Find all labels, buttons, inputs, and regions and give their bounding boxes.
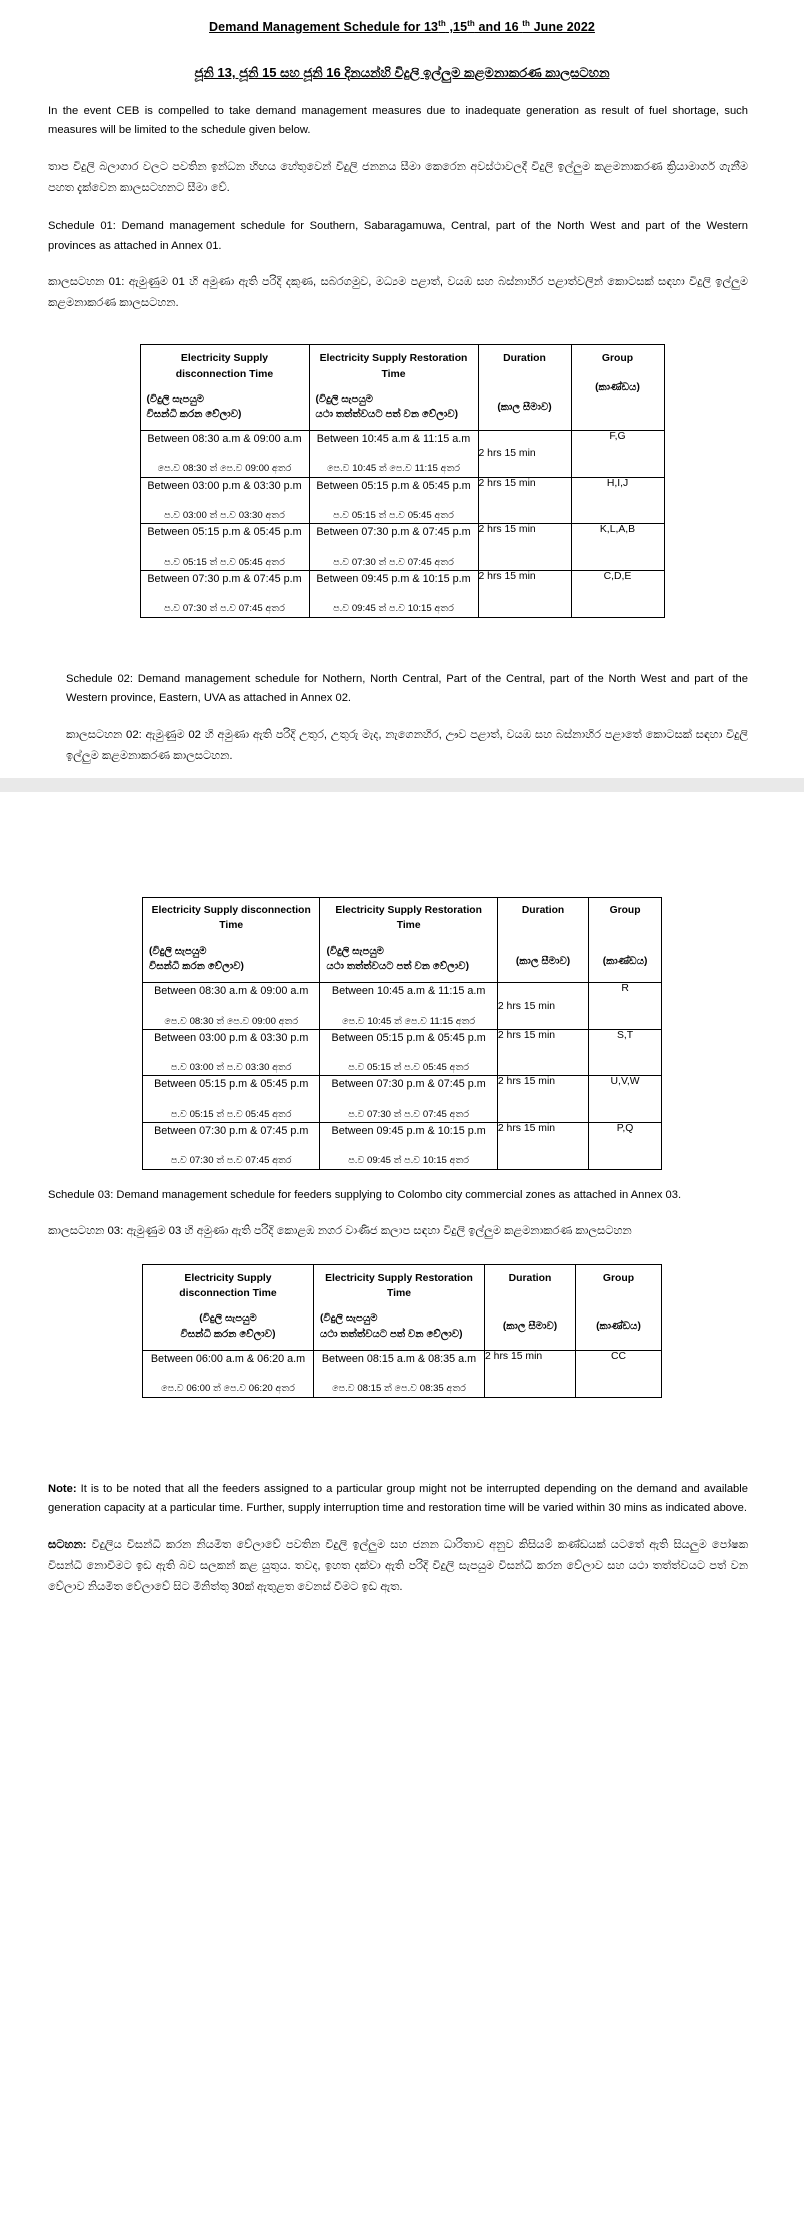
header-restoration-time-en: Electricity Supply Restoration Time [325,1273,473,1300]
header-restoration-time-si-line2: යථා තත්ත්වයට පත් වන වේලාව) [315,408,459,420]
table-header-row [143,897,662,982]
cell-restoration-time-si: ප.ව 05:15 ත් ප.ව 05:45 අතර [348,1062,470,1074]
cell-disconnection-time-en: Between 08:30 a.m & 09:00 a.m [154,985,309,998]
table-row [143,983,662,1030]
cell-restoration-time-en: Between 10:45 a.m & 11:15 a.m [316,433,471,446]
header-duration [485,1265,576,1351]
header-group-si: (කාණ්ඩය) [602,955,648,967]
page-subtitle-sinhala: ජූනි 13, ජූනි 15 සහ ජූනි 16 දිනයන්හි විදුලි ඉල්ලුම කළමනාකරණ කාලසටහන [194,64,610,80]
page-title-sup-16: th [522,19,531,28]
header-group-si: (කාණ්ඩය) [596,1321,641,1333]
schedule-02-table-head [143,897,662,982]
table-header-row [140,345,664,431]
cell-restoration-time [320,1029,497,1076]
schedule-02-table [142,897,662,1170]
cell-group: P,Q [589,1123,662,1170]
table-row [143,1076,662,1123]
header-duration-en: Duration [521,904,565,916]
table-row [140,477,664,524]
note-label-english: Note: [48,1482,77,1495]
schedule-02-heading-sinhala: කාලසටහන 02: ඇමුණුම 02 හි අමුණා ඇති පරිදි උතුර, උතුරු මැද, නැගෙනහිර, ඌව පළාත්, වයඹ සහ බස්නාහිර පළාතේ කොටසක් සඳහා විදුලි ඉල්ලුම කළමනාකරණ කාලසටහන. [66,728,748,762]
cell-restoration-time [309,570,478,617]
page-title-mid-1: ,15 [445,20,468,35]
schedule-03-table-body [143,1351,662,1398]
schedule-03-table [142,1264,662,1397]
schedule-01-table [140,344,665,617]
header-disconnection-time [143,1265,314,1351]
intro-paragraph-sinhala: තාප විදුලි බලාගාර වලට පවතින ඉන්ධන හිඟය හේතුවෙන් විදුලි ජනනය සීමා කෙරෙන අවස්ථාවලදී විදුලි ඉල්ලුම කළමනාකරණ ක්‍රියාමාර්ග ගැනීම පහත දැක්වෙන කාලසටහනට සීමා වේ. [48,160,748,194]
cell-restoration-time-en: Between 09:45 p.m & 10:15 p.m [331,1125,486,1138]
cell-restoration-time-si: ප.ව 07:30 ත් ප.ව 07:45 අතර [333,556,454,568]
cell-restoration-time [320,1123,497,1170]
schedule-01-table-body [140,431,664,617]
cell-restoration-time [309,477,478,524]
table-header-row [143,1265,662,1351]
note-label-sinhala: සටහන: [48,1538,87,1551]
page-title-sup-15: th [467,19,475,28]
header-disconnection-time-si-line1: (විදුලි සැපයුම [146,393,205,405]
cell-disconnection-time-si: ප.ව 03:00 ත් ප.ව 03:30 අතර [170,1062,292,1074]
schedule-01-heading-english: Schedule 01: Demand management schedule for Southern, Sabaragamuwa, Central, part of the North West and part of the Western provinces as attached in Annex 01. [48,220,748,252]
cell-disconnection-time [140,524,309,571]
header-disconnection-time-si-line1: (විදුලි සැපයුම [149,945,207,957]
header-restoration-time-si-line2: යථා තත්ත්වයට පත් වන වේලාව) [320,1328,463,1340]
schedule-02-table-body [143,983,662,1169]
header-restoration-time-en: Electricity Supply Restoration Time [319,353,468,380]
schedule-03-table-wrapper [48,1242,756,1397]
cell-restoration-time-si: ප.ව 07:30 ත් ප.ව 07:45 අතර [348,1108,470,1120]
cell-duration: 2 hrs 15 min [497,1123,588,1170]
cell-group: C,D,E [571,570,664,617]
cell-disconnection-time-si: ප.ව 05:15 ත් ප.ව 05:45 අතර [170,1108,292,1120]
header-group-si: (කාණ්ඩය) [595,381,640,393]
page-title-suffix: June 2022 [530,20,595,35]
cell-restoration-time-si: පෙ.ව 10:45 ත් පෙ.ව 11:15 අතර [326,463,461,475]
cell-disconnection-time-en: Between 07:30 p.m & 07:45 p.m [147,572,302,585]
header-group [571,345,664,431]
header-disconnection-time-en: Electricity Supply disconnection Time [151,904,311,931]
cell-disconnection-time-si: පෙ.ව 08:30 ත් පෙ.ව 09:00 අතර [157,463,292,475]
note-text-english: It is to be noted that all the feeders assigned to a particular group might not be interrupted depending on the demand and available generation capacity at a particular time. Further, supply interruption time and restoration time will be varied within 30 mins as indicated above. [48,1482,748,1515]
header-disconnection-time-si-line2: විසන්ධි කරන වේලාව) [180,1328,276,1340]
cell-restoration-time-en: Between 07:30 p.m & 07:45 p.m [331,1078,486,1091]
cell-duration: 2 hrs 15 min [497,1076,588,1123]
schedule-01-heading-sinhala: කාලසටහන 01: ඇමුණුම 01 හි අමුණා ඇති පරිදි දකුණ, සබරගමුව, මධ්‍යම පළාත්, වයඹ සහ බස්නාහිර පළාත්වලින් කොටසක් සඳහා විදුලි ඉල්ලුම කළමනාකරණ කාලසටහන. [48,276,748,310]
cell-group: U,V,W [589,1076,662,1123]
header-duration-si: (කාල සීමාව) [515,955,571,967]
header-group [589,897,662,982]
header-restoration-time [314,1265,485,1351]
table-row [140,570,664,617]
header-duration-si: (කාල සීමාව) [497,401,552,413]
note-paragraph-sinhala [48,1535,756,1598]
schedule-03-heading-sinhala: කාලසටහන 03: ඇමුණුම 03 හි අමුණා ඇති පරිදි කොළඹ නගර වාණිජ කලාප සඳහා විදුලි ඉල්ලුම කළමනාකරණ කාලසටහන [48,1225,632,1238]
cell-group: S,T [589,1029,662,1076]
table-row [143,1123,662,1170]
schedule-02-table-wrapper [48,875,756,1170]
header-disconnection-time-si-line1: (විදුලි සැපයුම [199,1313,257,1325]
cell-disconnection-time [140,570,309,617]
cell-group: CC [576,1351,662,1398]
cell-restoration-time [314,1351,485,1398]
header-restoration-time-si-line1: (විදුලි සැපයුම [315,393,374,405]
cell-restoration-time-en: Between 10:45 a.m & 11:15 a.m [331,985,486,998]
header-disconnection-time-en: Electricity Supply disconnection Time [179,1273,277,1300]
header-group [576,1265,662,1351]
header-restoration-time-en: Electricity Supply Restoration Time [335,904,482,931]
cell-restoration-time-si: ප.ව 09:45 ත් ප.ව 10:15 අතර [348,1155,470,1167]
cell-disconnection-time [140,431,309,478]
header-duration [478,345,571,431]
cell-restoration-time [309,524,478,571]
cell-disconnection-time [140,477,309,524]
cell-restoration-time-si: ප.ව 05:15 ත් ප.ව 05:45 අතර [333,509,454,521]
cell-restoration-time [309,431,478,478]
header-restoration-time [309,345,478,431]
cell-group: K,L,A,B [571,524,664,571]
cell-duration: 2 hrs 15 min [478,431,571,478]
header-disconnection-time-si-line2: විසන්ධි කරන වේලාව) [146,408,242,420]
cell-duration: 2 hrs 15 min [485,1351,576,1398]
header-duration-en: Duration [508,1273,552,1285]
header-restoration-time-si-line1: (විදුලි සැපයුම [320,1313,378,1325]
cell-duration: 2 hrs 15 min [497,1029,588,1076]
cell-duration: 2 hrs 15 min [478,477,571,524]
header-duration-en: Duration [503,353,546,365]
cell-restoration-time-en: Between 08:15 a.m & 08:35 a.m [321,1353,477,1366]
cell-disconnection-time-si: පෙ.ව 06:00 ත් පෙ.ව 06:20 අතර [161,1383,295,1395]
header-restoration-time [320,897,497,982]
header-disconnection-time-en: Electricity Supply disconnection Time [175,353,274,380]
cell-restoration-time-si: ප.ව 09:45 ත් ප.ව 10:15 අතර [333,603,454,615]
cell-group: H,I,J [571,477,664,524]
cell-disconnection-time-en: Between 05:15 p.m & 05:45 p.m [154,1078,309,1091]
cell-restoration-time-si: පෙ.ව 08:15 ත් පෙ.ව 08:35 අතර [332,1383,466,1395]
intro-paragraph-english: In the event CEB is compelled to take demand management measures due to inadequate generation as result of fuel shortage, such measures will be limited to the schedule given below. [48,104,748,137]
page-title-sup-13: th [438,19,446,28]
cell-restoration-time-en: Between 09:45 p.m & 10:15 p.m [316,572,471,585]
table-row [143,1029,662,1076]
header-duration-si: (කාල සීමාව) [502,1321,558,1333]
table-row [140,524,664,571]
cell-disconnection-time-en: Between 06:00 a.m & 06:20 a.m [150,1353,306,1366]
table-row [140,431,664,478]
cell-disconnection-time-si: ප.ව 07:30 ත් ප.ව 07:45 අතර [164,603,285,615]
cell-duration: 2 hrs 15 min [497,983,588,1030]
table-row [143,1351,662,1398]
cell-group: R [589,983,662,1030]
cell-disconnection-time [143,983,320,1030]
cell-disconnection-time-en: Between 03:00 p.m & 03:30 p.m [147,479,302,492]
cell-restoration-time-en: Between 05:15 p.m & 05:45 p.m [331,1031,486,1044]
header-group-en: Group [609,904,641,916]
schedule-01-table-wrapper [48,314,756,617]
cell-disconnection-time-en: Between 08:30 a.m & 09:00 a.m [147,433,302,446]
schedule-03-heading-english: Schedule 03: Demand management schedule for feeders supplying to Colombo city commercial zones as attached in Annex 03. [48,1188,682,1201]
cell-disconnection-time-en: Between 07:30 p.m & 07:45 p.m [154,1125,309,1138]
header-group-en: Group [601,353,634,365]
cell-restoration-time [320,983,497,1030]
cell-restoration-time [320,1076,497,1123]
cell-disconnection-time [143,1351,314,1398]
cell-disconnection-time-si: ප.ව 03:00 ත් ප.ව 03:30 අතර [164,509,285,521]
cell-restoration-time-en: Between 07:30 p.m & 07:45 p.m [316,526,471,539]
schedule-03-table-head [143,1265,662,1351]
cell-disconnection-time [143,1123,320,1170]
header-disconnection-time-si-line2: විසන්ධි කරන වේලාව) [149,961,244,973]
cell-group: F,G [571,431,664,478]
header-restoration-time-si-line1: (විදුලි සැපයුම [326,945,384,957]
cell-disconnection-time-si: ප.ව 05:15 ත් ප.ව 05:45 අතර [164,556,285,568]
cell-disconnection-time-si: ප.ව 07:30 ත් ප.ව 07:45 අතර [170,1155,292,1167]
cell-duration: 2 hrs 15 min [478,524,571,571]
page-title [48,0,756,37]
cell-disconnection-time-en: Between 03:00 p.m & 03:30 p.m [154,1031,309,1044]
header-group-en: Group [602,1273,635,1285]
cell-disconnection-time-si: පෙ.ව 08:30 ත් පෙ.ව 09:00 අතර [164,1015,299,1027]
cell-restoration-time-en: Between 05:15 p.m & 05:45 p.m [316,479,471,492]
cell-restoration-time-si: පෙ.ව 10:45 ත් පෙ.ව 11:15 අතර [342,1015,476,1027]
schedule-02-heading-english: Schedule 02: Demand management schedule for Nothern, North Central, Part of the Central, part of the North West and part of the Western province, Eastern, UVA as attached in Annex 02. [66,672,748,705]
schedule-01-table-head [140,345,664,431]
cell-duration: 2 hrs 15 min [478,570,571,617]
page-title-mid-2: and 16 [474,20,523,35]
cell-disconnection-time [143,1076,320,1123]
header-restoration-time-si-line2: යථා තත්ත්වයට පත් වන වේලාව) [326,961,469,973]
note-paragraph-english [48,1480,756,1519]
header-disconnection-time [143,897,320,982]
cell-disconnection-time [143,1029,320,1076]
note-text-sinhala: විදුලිය විසන්ධි කරන නියමිත වේලාවේ පවතින විදුලි ඉල්ලුම සහ ජනන ධාරිතාව අනුව කිසියම් කණ්ඩයක් යටතේ ඇති සියලුම පෝෂක විසන්ධි නොවීමට ඉඩ ඇති බව සලකන් කළ යුතුය. තවද, ඉහත දක්වා ඇති පරිදි විදුලි සැපයුම විසන්ධි කරන වේලාව සහ යථා තත්ත්වයට පත් වන වේලාව නියමිත වේලාවේ සිට මිනිත්තු 30ක් ඇතුළත වෙනස් වීමට ඉඩ ඇත. [48,1538,748,1594]
header-duration [497,897,588,982]
cell-disconnection-time-en: Between 05:15 p.m & 05:45 p.m [147,526,302,539]
page-title-prefix: Demand Management Schedule for 13 [209,20,439,35]
header-disconnection-time [140,345,309,431]
